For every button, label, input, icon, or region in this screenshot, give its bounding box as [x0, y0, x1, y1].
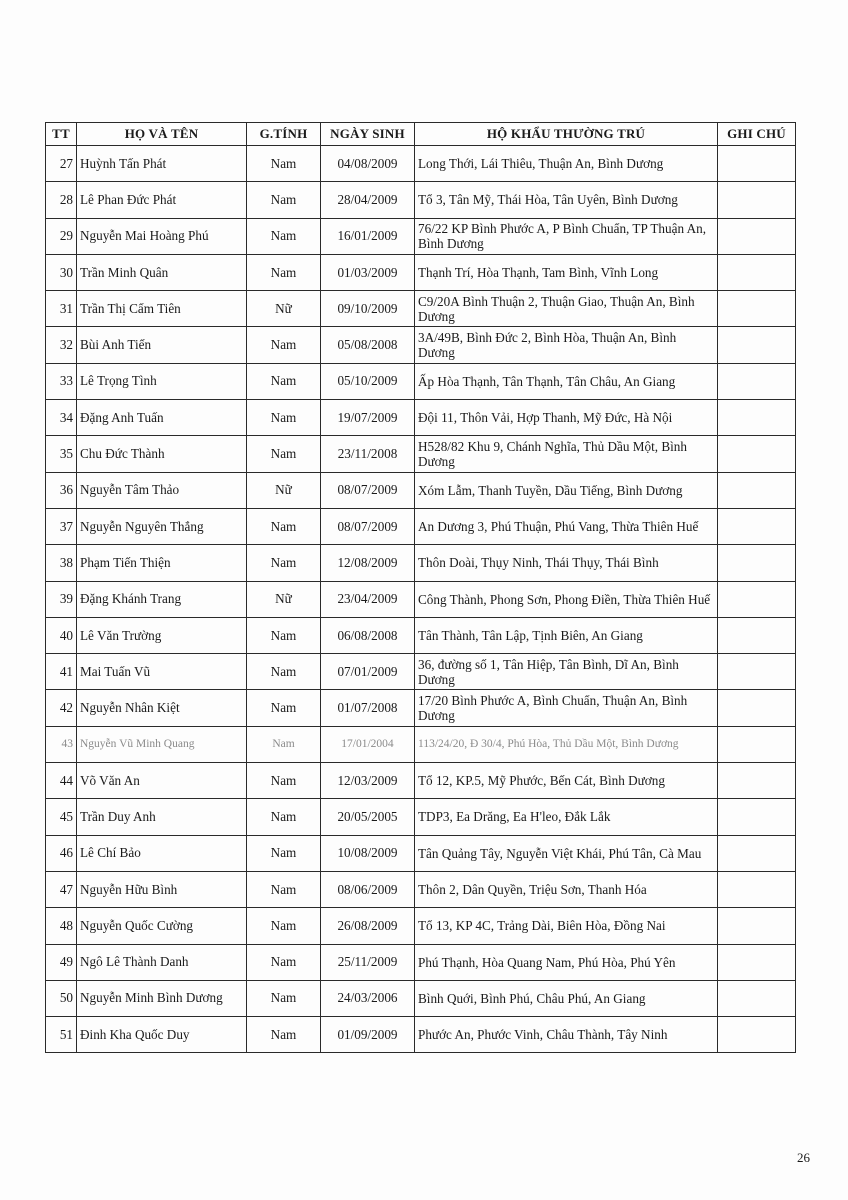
table-row — [46, 726, 796, 762]
student-note — [718, 799, 796, 835]
row-number: 38 — [46, 545, 77, 581]
table-row — [46, 363, 796, 399]
student-note — [718, 436, 796, 472]
table-row — [46, 763, 796, 799]
student-name: Nguyễn Tâm Thảo — [77, 472, 247, 508]
student-name: Nguyễn Quốc Cường — [77, 908, 247, 944]
row-number: 48 — [46, 908, 77, 944]
student-address: 113/24/20, Đ 30/4, Phú Hòa, Thủ Dầu Một, Bình Dương — [415, 726, 718, 762]
student-gender: Nam — [247, 617, 321, 653]
header-tt: TT — [46, 123, 77, 146]
student-gender: Nam — [247, 763, 321, 799]
student-address: Thôn Doài, Thụy Ninh, Thái Thụy, Thái Bình — [415, 545, 718, 581]
student-note — [718, 508, 796, 544]
row-number: 45 — [46, 799, 77, 835]
student-name: Huỳnh Tấn Phát — [77, 146, 247, 182]
header-dob: NGÀY SINH — [321, 123, 415, 146]
student-note — [718, 545, 796, 581]
student-address: Tân Quảng Tây, Nguyễn Việt Khái, Phú Tân, Cà Mau — [415, 835, 718, 871]
student-birth-date: 17/01/2004 — [321, 726, 415, 762]
table-row — [46, 690, 796, 726]
student-name: Lê Chí Bảo — [77, 835, 247, 871]
student-address: 17/20 Bình Phước A, Bình Chuẩn, Thuận An, Bình Dương — [415, 690, 718, 726]
student-gender: Nữ — [247, 581, 321, 617]
table-row — [46, 871, 796, 907]
student-note — [718, 835, 796, 871]
row-number: 35 — [46, 436, 77, 472]
student-gender: Nam — [247, 980, 321, 1016]
student-name: Nguyễn Mai Hoàng Phú — [77, 218, 247, 254]
row-number: 34 — [46, 400, 77, 436]
student-birth-date: 08/07/2009 — [321, 508, 415, 544]
student-roster-table — [45, 122, 796, 1053]
student-birth-date: 08/06/2009 — [321, 871, 415, 907]
student-address: Bình Quới, Bình Phú, Châu Phú, An Giang — [415, 980, 718, 1016]
student-note — [718, 654, 796, 690]
student-address: TDP3, Ea Drăng, Ea H'leo, Đắk Lắk — [415, 799, 718, 835]
student-address: Phú Thạnh, Hòa Quang Nam, Phú Hòa, Phú Yên — [415, 944, 718, 980]
student-birth-date: 16/01/2009 — [321, 218, 415, 254]
student-name: Nguyễn Nguyên Thắng — [77, 508, 247, 544]
header-note: GHI CHÚ — [718, 123, 796, 146]
student-address: 3A/49B, Bình Đức 2, Bình Hòa, Thuận An, Bình Dương — [415, 327, 718, 363]
student-address: Tổ 13, KP 4C, Trảng Dài, Biên Hòa, Đồng Nai — [415, 908, 718, 944]
student-birth-date: 06/08/2008 — [321, 617, 415, 653]
student-note — [718, 327, 796, 363]
page-number: 26 — [797, 1150, 810, 1165]
table-row — [46, 835, 796, 871]
row-number: 30 — [46, 254, 77, 290]
student-gender: Nam — [247, 726, 321, 762]
table-body — [46, 146, 796, 1053]
student-gender: Nam — [247, 944, 321, 980]
student-gender: Nam — [247, 799, 321, 835]
student-note — [718, 400, 796, 436]
student-birth-date: 12/08/2009 — [321, 545, 415, 581]
table-row — [46, 146, 796, 182]
student-gender: Nam — [247, 146, 321, 182]
student-birth-date: 08/07/2009 — [321, 472, 415, 508]
student-birth-date: 26/08/2009 — [321, 908, 415, 944]
row-number: 51 — [46, 1017, 77, 1053]
table-row — [46, 799, 796, 835]
student-birth-date: 01/03/2009 — [321, 254, 415, 290]
student-address: Tổ 12, KP.5, Mỹ Phước, Bến Cát, Bình Dương — [415, 763, 718, 799]
student-note — [718, 980, 796, 1016]
student-gender: Nam — [247, 1017, 321, 1053]
table-row — [46, 218, 796, 254]
student-note — [718, 763, 796, 799]
student-name: Đặng Khánh Trang — [77, 581, 247, 617]
student-gender: Nam — [247, 835, 321, 871]
table-row — [46, 581, 796, 617]
table-row — [46, 908, 796, 944]
row-number: 31 — [46, 291, 77, 327]
table-header-row — [46, 123, 796, 146]
student-address: Ấp Hòa Thạnh, Tân Thạnh, Tân Châu, An Giang — [415, 363, 718, 399]
student-note — [718, 944, 796, 980]
student-address: Xóm Lẫm, Thanh Tuyền, Dầu Tiếng, Bình Dương — [415, 472, 718, 508]
row-number: 49 — [46, 944, 77, 980]
student-name: Lê Văn Trường — [77, 617, 247, 653]
table-row — [46, 617, 796, 653]
student-name: Trần Thị Cẩm Tiên — [77, 291, 247, 327]
table-row — [46, 327, 796, 363]
student-address: 76/22 KP Bình Phước A, P Bình Chuẩn, TP Thuận An, Bình Dương — [415, 218, 718, 254]
student-birth-date: 09/10/2009 — [321, 291, 415, 327]
student-name: Võ Văn An — [77, 763, 247, 799]
row-number: 42 — [46, 690, 77, 726]
row-number: 27 — [46, 146, 77, 182]
student-note — [718, 291, 796, 327]
student-birth-date: 28/04/2009 — [321, 182, 415, 218]
student-address: Đội 11, Thôn Vải, Hợp Thanh, Mỹ Đức, Hà Nội — [415, 400, 718, 436]
row-number: 40 — [46, 617, 77, 653]
student-name: Nguyễn Vũ Minh Quang — [77, 726, 247, 762]
student-name: Trần Duy Anh — [77, 799, 247, 835]
student-note — [718, 363, 796, 399]
student-name: Lê Phan Đức Phát — [77, 182, 247, 218]
student-address: Thôn 2, Dân Quyền, Triệu Sơn, Thanh Hóa — [415, 871, 718, 907]
row-number: 39 — [46, 581, 77, 617]
student-address: H528/82 Khu 9, Chánh Nghĩa, Thủ Dầu Một, Bình Dương — [415, 436, 718, 472]
student-birth-date: 12/03/2009 — [321, 763, 415, 799]
margin-stamp-mark — [2, 598, 24, 728]
student-gender: Nam — [247, 400, 321, 436]
table-row — [46, 254, 796, 290]
row-number: 33 — [46, 363, 77, 399]
table-row — [46, 654, 796, 690]
student-gender: Nam — [247, 182, 321, 218]
student-name: Nguyễn Hữu Bình — [77, 871, 247, 907]
student-note — [718, 218, 796, 254]
student-address: Thạnh Trí, Hòa Thạnh, Tam Bình, Vĩnh Long — [415, 254, 718, 290]
student-address: Long Thới, Lái Thiêu, Thuận An, Bình Dương — [415, 146, 718, 182]
table-row — [46, 1017, 796, 1053]
student-gender: Nam — [247, 508, 321, 544]
student-name: Nguyễn Minh Bình Dương — [77, 980, 247, 1016]
table-row — [46, 472, 796, 508]
table-row — [46, 944, 796, 980]
row-number: 50 — [46, 980, 77, 1016]
student-gender: Nam — [247, 690, 321, 726]
student-address: An Dương 3, Phú Thuận, Phú Vang, Thừa Thiên Huế — [415, 508, 718, 544]
student-gender: Nam — [247, 545, 321, 581]
student-birth-date: 01/09/2009 — [321, 1017, 415, 1053]
student-birth-date: 24/03/2006 — [321, 980, 415, 1016]
table-row — [46, 508, 796, 544]
student-birth-date: 23/11/2008 — [321, 436, 415, 472]
student-birth-date: 23/04/2009 — [321, 581, 415, 617]
student-note — [718, 908, 796, 944]
header-address: HỘ KHẨU THƯỜNG TRÚ — [415, 123, 718, 146]
student-address: Công Thành, Phong Sơn, Phong Điền, Thừa Thiên Huế — [415, 581, 718, 617]
header-name: HỌ VÀ TÊN — [77, 123, 247, 146]
row-number: 44 — [46, 763, 77, 799]
student-name: Mai Tuấn Vũ — [77, 654, 247, 690]
student-address: Tân Thành, Tân Lập, Tịnh Biên, An Giang — [415, 617, 718, 653]
table-row — [46, 291, 796, 327]
student-birth-date: 04/08/2009 — [321, 146, 415, 182]
student-note — [718, 1017, 796, 1053]
student-name: Đặng Anh Tuấn — [77, 400, 247, 436]
student-birth-date: 10/08/2009 — [321, 835, 415, 871]
row-number: 43 — [46, 726, 77, 762]
student-gender: Nam — [247, 218, 321, 254]
student-note — [718, 581, 796, 617]
student-birth-date: 01/07/2008 — [321, 690, 415, 726]
table-row — [46, 545, 796, 581]
student-address: C9/20A Bình Thuận 2, Thuận Giao, Thuận An, Bình Dương — [415, 291, 718, 327]
student-note — [718, 617, 796, 653]
student-name: Chu Đức Thành — [77, 436, 247, 472]
header-sex: G.TÍNH — [247, 123, 321, 146]
student-note — [718, 871, 796, 907]
student-birth-date: 05/10/2009 — [321, 363, 415, 399]
student-gender: Nữ — [247, 291, 321, 327]
student-address: 36, đường số 1, Tân Hiệp, Tân Bình, Dĩ An, Bình Dương — [415, 654, 718, 690]
table-row — [46, 400, 796, 436]
row-number: 37 — [46, 508, 77, 544]
table-row — [46, 182, 796, 218]
row-number: 47 — [46, 871, 77, 907]
student-gender: Nam — [247, 908, 321, 944]
student-address: Tổ 3, Tân Mỹ, Thái Hòa, Tân Uyên, Bình Dương — [415, 182, 718, 218]
row-number: 36 — [46, 472, 77, 508]
student-name: Phạm Tiến Thiện — [77, 545, 247, 581]
student-note — [718, 146, 796, 182]
student-birth-date: 07/01/2009 — [321, 654, 415, 690]
row-number: 41 — [46, 654, 77, 690]
student-birth-date: 19/07/2009 — [321, 400, 415, 436]
student-note — [718, 182, 796, 218]
student-gender: Nam — [247, 254, 321, 290]
student-name: Bùi Anh Tiến — [77, 327, 247, 363]
student-birth-date: 25/11/2009 — [321, 944, 415, 980]
student-gender: Nam — [247, 654, 321, 690]
table-row — [46, 980, 796, 1016]
student-note — [718, 472, 796, 508]
table-row — [46, 436, 796, 472]
row-number: 46 — [46, 835, 77, 871]
student-name: Ngô Lê Thành Danh — [77, 944, 247, 980]
student-name: Trần Minh Quân — [77, 254, 247, 290]
student-note — [718, 690, 796, 726]
row-number: 29 — [46, 218, 77, 254]
student-gender: Nam — [247, 363, 321, 399]
student-birth-date: 20/05/2005 — [321, 799, 415, 835]
student-gender: Nam — [247, 327, 321, 363]
student-gender: Nam — [247, 871, 321, 907]
row-number: 32 — [46, 327, 77, 363]
student-name: Đinh Kha Quốc Duy — [77, 1017, 247, 1053]
student-address: Phước An, Phước Vinh, Châu Thành, Tây Ninh — [415, 1017, 718, 1053]
row-number: 28 — [46, 182, 77, 218]
student-birth-date: 05/08/2008 — [321, 327, 415, 363]
student-gender: Nữ — [247, 472, 321, 508]
student-gender: Nam — [247, 436, 321, 472]
student-name: Lê Trọng Tình — [77, 363, 247, 399]
student-note — [718, 726, 796, 762]
student-note — [718, 254, 796, 290]
student-name: Nguyễn Nhân Kiệt — [77, 690, 247, 726]
